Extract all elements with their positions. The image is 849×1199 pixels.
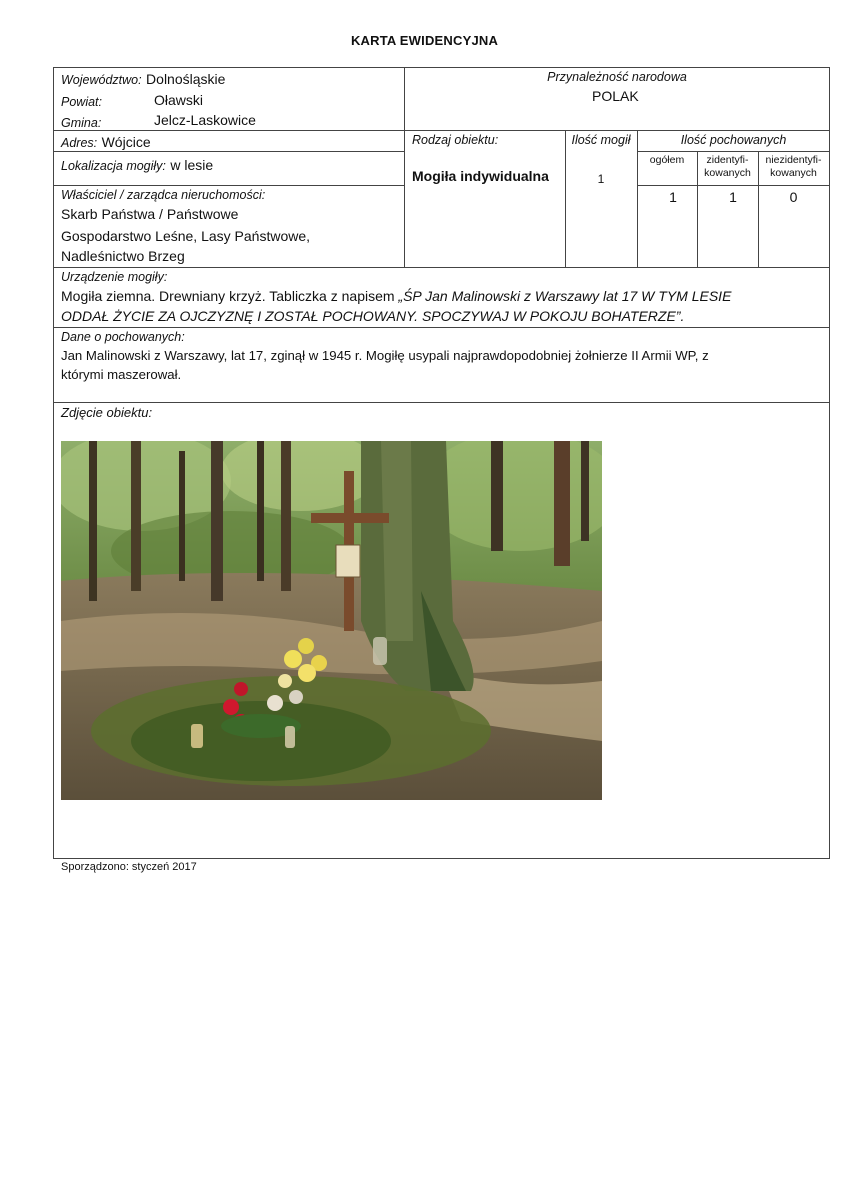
wojewodztwo-value: Dolnośląskie (146, 71, 226, 87)
niezidentyfikowanych-value: 0 (789, 189, 798, 205)
powiat-label: Powiat: (61, 95, 102, 109)
wojewodztwo-label: Województwo: (61, 73, 142, 87)
wojewodztwo-row (61, 71, 225, 89)
zidentyfikowanych-label-line-1: zidentyfi- (706, 154, 749, 166)
zidentyfikowanych-value: 1 (729, 189, 737, 205)
zdjecie-label: Zdjęcie obiektu: (61, 405, 153, 420)
wlasciciel-line-3: Nadleśnictwo Brzeg (61, 248, 185, 264)
wlasciciel-label: Właściciel / zarządca nieruchomości: (61, 188, 266, 202)
rodzaj-value: Mogiła indywidualna (412, 168, 549, 184)
lokalizacja-value: w lesie (170, 157, 214, 173)
gmina-value: Jelcz-Laskowice (154, 112, 256, 128)
zidentyfikowanych-label (697, 154, 758, 180)
ilosc-pochowanych-label: Ilość pochowanych (680, 133, 787, 147)
adres-value: Wójcice (101, 134, 151, 150)
urzadzenie-label: Urządzenie mogiły: (61, 270, 168, 284)
urzadzenie-text: Mogiła ziemna. Drewniany krzyż. Tabliczka z napisem (61, 288, 399, 304)
adres-label: Adres: (61, 136, 98, 150)
rodzaj-label: Rodzaj obiektu: (412, 133, 499, 147)
lokalizacja-label: Lokalizacja mogiły: (61, 159, 166, 173)
lokalizacja-row (61, 157, 213, 175)
urzadzenie-line-1 (61, 288, 731, 304)
niezidentyfikowanych-label (758, 154, 829, 180)
footer-date: Sporządzono: styczeń 2017 (61, 861, 197, 873)
adres-row (61, 134, 151, 152)
urzadzenie-inscription-1: „ŚP Jan Malinowski z Warszawy lat 17 W TYM LESIE (398, 288, 732, 304)
wlasciciel-line-1: Skarb Państwa / Państwowe (61, 206, 239, 222)
dane-label: Dane o pochowanych: (61, 330, 185, 344)
powiat-value: Oławski (154, 92, 204, 108)
ogolem-value: 1 (669, 189, 677, 205)
niezidentyfikowanych-label-line-1: niezidentyfi- (765, 154, 822, 166)
wlasciciel-line-2: Gospodarstwo Leśne, Lasy Państwowe, (61, 228, 311, 244)
przynaleznosc-value: POLAK (592, 88, 639, 104)
ogolem-label: ogółem (649, 154, 685, 166)
niezidentyfikowanych-label-line-2: kowanych (770, 167, 817, 179)
ilosc-mogil-label: Ilość mogił (571, 133, 631, 147)
gmina-label: Gmina: (61, 116, 102, 130)
przynaleznosc-label: Przynależność narodowa (547, 70, 687, 84)
dane-line-2: którymi maszerował. (61, 367, 182, 382)
grave-photo (61, 441, 602, 800)
document-title: KARTA EWIDENCYJNA (350, 33, 499, 48)
zidentyfikowanych-label-line-2: kowanych (704, 167, 751, 179)
ilosc-mogil-value: 1 (597, 172, 605, 186)
dane-line-1: Jan Malinowski z Warszawy, lat 17, zginął w 1945 r. Mogiłę usypali najprawdopodobniej żołnierze II Armii WP, z (61, 348, 709, 363)
urzadzenie-inscription-2: ODDAŁ ŻYCIE ZA OJCZYZNĘ I ZOSTAŁ POCHOWANY. SPOCZYWAJ W POKOJU BOHATERZE”. (61, 308, 685, 324)
